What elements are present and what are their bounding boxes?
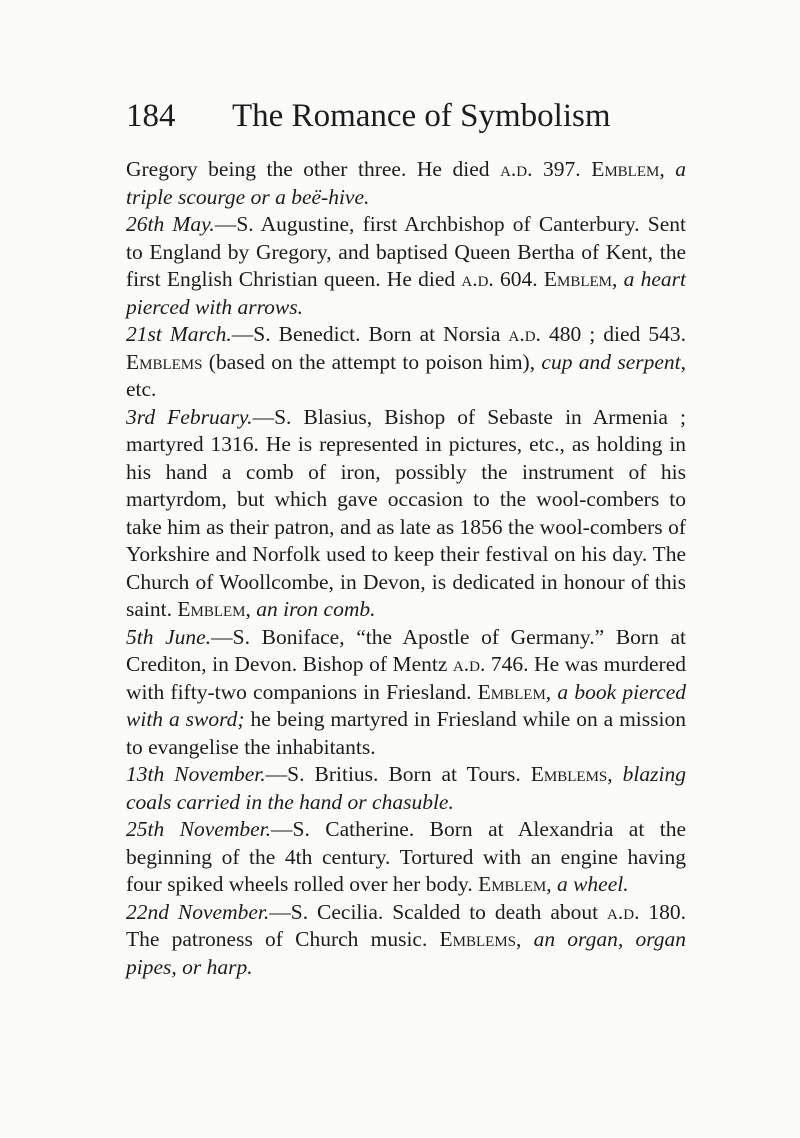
text-run: 180. The patroness of Church music. bbox=[126, 899, 687, 951]
text-run bbox=[613, 762, 623, 786]
italic-text: an organ, organ pipes, or harp. bbox=[126, 927, 687, 979]
text-run: etc. bbox=[126, 377, 157, 401]
text-run bbox=[521, 927, 533, 951]
small-caps-text: Emblem, bbox=[177, 597, 251, 621]
italic-text: 22nd November. bbox=[126, 899, 270, 924]
entry-britius bbox=[126, 761, 686, 816]
text-run: 746. He was murdered with fifty-two companions in Friesland. bbox=[126, 652, 686, 704]
text-run: he being martyred in Friesland while on a mission to evangelise the inhabitants. bbox=[126, 707, 686, 759]
small-caps-text: Emblem, bbox=[543, 267, 618, 291]
text-run: 397. bbox=[532, 157, 592, 181]
running-title: The Romance of Symbolism bbox=[232, 98, 611, 134]
entry-cecilia bbox=[126, 899, 686, 982]
entry-gregory bbox=[126, 156, 686, 211]
text-run: Gregory being the other three. He died bbox=[126, 157, 501, 181]
italic-text: a triple scourge or a beë-hive. bbox=[126, 157, 687, 209]
text-run: —S. Augustine, first Archbishop of Canterbury. Sent to England by Gregory, and baptised Queen Bertha of Kent, the first English Christian queen. He died bbox=[126, 212, 686, 291]
entry-blasius bbox=[126, 404, 686, 624]
text-run: (based on the attempt to poison him), bbox=[202, 349, 542, 374]
text-run: —S. Boniface, “the Apostle of Germany.” Born at Crediton, in Devon. Bishop of Mentz bbox=[126, 624, 687, 676]
entry-boniface bbox=[126, 624, 686, 762]
entry-benedict bbox=[126, 321, 686, 404]
page-number: 184 bbox=[126, 98, 176, 134]
entry-augustine bbox=[126, 211, 686, 321]
italic-text: a book pierced with a sword; bbox=[126, 679, 687, 731]
small-caps-text: Emblem, bbox=[477, 679, 552, 704]
small-caps-text: Emblem, bbox=[591, 157, 665, 181]
small-caps-text: a.d. bbox=[452, 652, 486, 676]
italic-text: 13th November. bbox=[126, 762, 266, 786]
small-caps-text: a.d. bbox=[500, 157, 533, 181]
small-caps-text: Emblems, bbox=[530, 762, 613, 786]
small-caps-text: Emblem, bbox=[478, 872, 552, 896]
italic-text: 26th May. bbox=[126, 212, 215, 236]
text-run bbox=[665, 157, 676, 181]
italic-text: 25th November. bbox=[126, 817, 272, 841]
small-caps-text: Emblems bbox=[126, 349, 203, 374]
italic-text: 21st March. bbox=[126, 322, 232, 346]
italic-text: 5th June. bbox=[126, 624, 212, 649]
italic-text: blazing coals carried in the hand or chasuble. bbox=[126, 762, 686, 814]
small-caps-text: a.d. bbox=[607, 899, 640, 924]
text-run: —S. Catherine. Born at Alexandria at the beginning of the 4th century. Tortured with an engine having four spiked wheels rolled over her body. bbox=[126, 817, 687, 896]
text-run: 604. bbox=[493, 267, 544, 291]
page-body bbox=[126, 156, 686, 981]
small-caps-text: a.d. bbox=[461, 267, 494, 291]
text-run: 480 ; died 543. bbox=[540, 322, 686, 346]
running-header bbox=[126, 96, 686, 136]
italic-text: cup and serpent, bbox=[541, 349, 686, 374]
small-caps-text: Emblems, bbox=[439, 927, 522, 951]
small-caps-text: a.d. bbox=[508, 322, 541, 346]
text-run: —S. Benedict. Born at Norsia bbox=[231, 322, 509, 346]
text-run: —S. Blasius, Bishop of Sebaste in Armenia ; martyred 1316. He is represented in pictures, etc., as holding in his hand a comb of iron, possibly the instrument of his martyrdom, but which gave occasion to the wool-combers to take him as their patron, and as late as 1856 the wool-combers of Yorkshire and Norfolk used to keep their festival on his day. The Church of Woollcombe, in Devon, is dedicated in honour of this saint. bbox=[126, 404, 686, 621]
italic-text: 3rd February. bbox=[126, 404, 253, 429]
italic-text: a wheel. bbox=[556, 872, 629, 896]
text-run: —S. Britius. Born at Tours. bbox=[265, 762, 531, 786]
italic-text: an iron comb. bbox=[256, 597, 376, 621]
text-run: —S. Cecilia. Scalded to death about bbox=[269, 899, 608, 924]
italic-text: a heart pierced with arrows. bbox=[126, 267, 686, 319]
entry-catherine bbox=[126, 816, 686, 899]
